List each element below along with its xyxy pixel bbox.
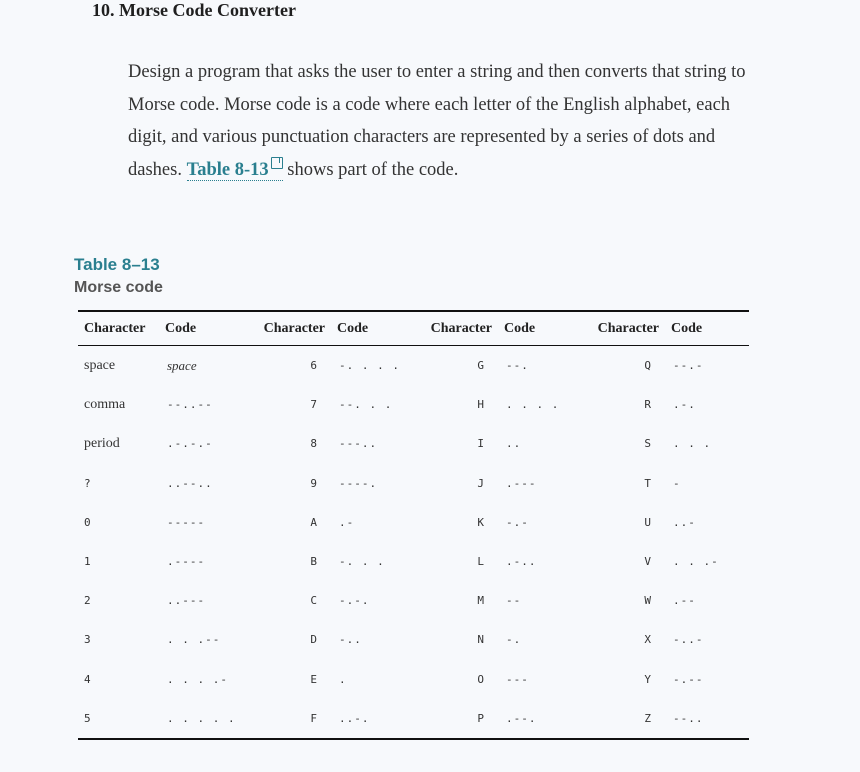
character-cell: comma (84, 396, 126, 412)
code-cell: ..--.. (167, 476, 213, 490)
character-cell: 7 (310, 398, 317, 412)
character-cell: F (310, 711, 317, 725)
table-link-text[interactable]: Table 8-13 (186, 159, 269, 180)
character-cell: Q (644, 359, 651, 373)
code-cell: .---- (167, 555, 206, 569)
header-code: Code (498, 311, 584, 346)
description-text: Design a program that asks the user to enter a string and then converts that string to Morse code. Morse code is a code where each letter of the English alphabet, each digit, and various punctuation characters are represented by a series of dots and dashes. (128, 62, 746, 180)
header-character: Character (78, 311, 159, 346)
character-cell: ? (84, 476, 91, 490)
table-row (78, 620, 749, 659)
code-cell: -.-. (339, 594, 370, 608)
table-header-row (78, 311, 749, 346)
header-code: Code (159, 311, 245, 346)
code-cell: -. (506, 633, 522, 647)
code-cell: . . .- (673, 555, 719, 569)
code-cell: .-. (673, 398, 696, 412)
table-reference-link[interactable] (187, 160, 283, 181)
character-cell: K (477, 515, 484, 529)
table-row (78, 346, 749, 386)
table-row (78, 503, 749, 542)
header-code: Code (665, 311, 749, 346)
character-cell: O (477, 672, 484, 686)
character-cell: U (644, 515, 651, 529)
character-cell: 8 (310, 437, 317, 451)
character-cell: 2 (84, 594, 91, 608)
character-cell: A (310, 515, 317, 529)
character-cell: 9 (310, 476, 317, 490)
code-cell: --. . . (339, 398, 393, 412)
character-cell: J (477, 476, 484, 490)
character-cell: X (644, 633, 651, 647)
code-cell: --- (506, 672, 529, 686)
code-cell: -- (506, 594, 522, 608)
code-cell: --.- (673, 359, 704, 373)
code-cell: .- (339, 515, 355, 529)
code-cell: -. . . (339, 555, 385, 569)
table-label: Table 8–13 (74, 255, 160, 274)
header-character: Character (416, 311, 498, 346)
character-cell: Z (644, 711, 651, 725)
character-cell: P (477, 711, 484, 725)
description-text-end: shows part of the code. (287, 159, 459, 180)
character-cell: Y (644, 672, 651, 686)
code-cell: -.-- (673, 672, 704, 686)
code-cell: ..- (673, 515, 696, 529)
header-code: Code (331, 311, 416, 346)
character-cell: N (477, 633, 484, 647)
character-cell: T (644, 476, 651, 490)
code-cell: - (673, 476, 681, 490)
header-character: Character (584, 311, 665, 346)
code-cell: -.- (506, 515, 529, 529)
code-cell: space (167, 357, 197, 373)
character-cell: W (644, 594, 651, 608)
character-cell: space (84, 357, 116, 373)
code-cell: ..--- (167, 594, 206, 608)
character-cell: 1 (84, 555, 91, 569)
character-cell: R (644, 398, 651, 412)
exercise-title: Morse Code Converter (119, 0, 296, 20)
exercise-number: 10. (92, 0, 115, 20)
code-cell: . . . . . (167, 711, 236, 725)
table-row (78, 424, 749, 463)
table-row (78, 699, 749, 739)
character-cell: V (644, 555, 651, 569)
code-cell: -..- (673, 633, 704, 647)
code-cell: --. (506, 359, 529, 373)
character-cell: B (310, 555, 317, 569)
table-row (78, 660, 749, 699)
table-row (78, 385, 749, 424)
table-row (78, 464, 749, 503)
character-cell: M (477, 594, 484, 608)
code-cell: .. (506, 437, 522, 451)
table-row (78, 581, 749, 620)
exercise-description (128, 56, 758, 186)
code-cell: . (339, 672, 347, 686)
table-caption: Morse code (74, 279, 163, 296)
character-cell: H (477, 398, 484, 412)
character-cell: 3 (84, 633, 91, 647)
code-cell: .-.-.- (167, 437, 213, 451)
code-cell: . . .-- (167, 633, 221, 647)
code-cell: . . . . (506, 398, 560, 412)
code-cell: .-.. (506, 555, 537, 569)
code-cell: .--- (506, 476, 537, 490)
table-row (78, 542, 749, 581)
character-cell: period (84, 435, 120, 451)
code-cell: ----- (167, 515, 206, 529)
code-cell: --.. (673, 711, 704, 725)
character-cell: 5 (84, 711, 91, 725)
exercise-heading (92, 0, 296, 21)
character-cell: 6 (310, 359, 317, 373)
character-cell: S (644, 437, 651, 451)
character-cell: D (310, 633, 317, 647)
character-cell: I (477, 437, 484, 451)
character-cell: L (477, 555, 484, 569)
character-cell: C (310, 594, 317, 608)
code-cell: ..-. (339, 711, 370, 725)
header-character: Character (245, 311, 331, 346)
code-cell: . . . .- (167, 672, 228, 686)
code-cell: .-- (673, 594, 696, 608)
code-cell: ----. (339, 476, 378, 490)
character-cell: 4 (84, 672, 91, 686)
character-cell: E (310, 672, 317, 686)
code-cell: .--. (506, 711, 537, 725)
character-cell: 0 (84, 515, 91, 529)
code-cell: --..-- (167, 398, 213, 412)
code-cell: -. . . . (339, 359, 400, 373)
morse-code-table (78, 310, 749, 740)
code-cell: ---.. (339, 437, 378, 451)
character-cell: G (477, 359, 484, 373)
code-cell: . . . (673, 437, 712, 451)
code-cell: -.. (339, 633, 362, 647)
external-link-icon[interactable] (271, 157, 283, 169)
